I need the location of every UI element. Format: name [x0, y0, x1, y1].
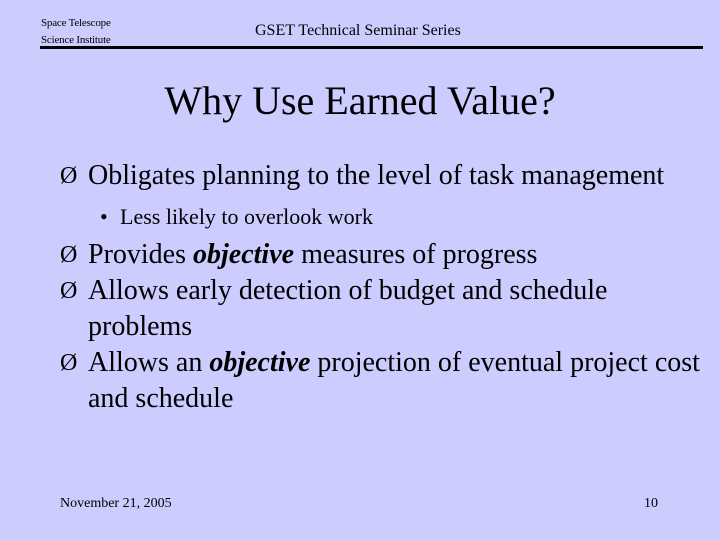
bullet-text: Allows early detection of budget and schedule problems — [88, 275, 608, 342]
arrow-bullet-icon: Ø — [60, 242, 78, 268]
arrow-bullet-icon: Ø — [60, 278, 78, 304]
slide-title: Why Use Earned Value? — [164, 78, 556, 123]
org-line-2: Science Institute — [41, 34, 111, 46]
sub-bullet-text: Less likely to overlook work — [120, 204, 373, 229]
header-divider — [40, 46, 703, 49]
seminar-series-title: GSET Technical Seminar Series — [255, 22, 461, 39]
bullet-text: Provides — [88, 239, 193, 270]
sub-bullet-item — [60, 203, 700, 231]
bullet-text: Obligates planning to the level of task management — [88, 160, 665, 191]
bullet-text: projection of eventual project cost and schedule — [88, 347, 700, 414]
arrow-bullet-icon: Ø — [60, 350, 78, 376]
bullet-text: Allows an — [88, 347, 210, 378]
dot-bullet-icon: • — [100, 204, 108, 229]
bullet-emphasis: objective — [209, 347, 311, 378]
bullet-item — [60, 273, 700, 345]
bullet-item — [60, 345, 700, 417]
bullet-text: measures of progress — [294, 239, 538, 270]
page-number: 10 — [644, 496, 658, 511]
bullet-item — [60, 158, 700, 194]
organization-name — [41, 15, 111, 49]
footer-date: November 21, 2005 — [60, 496, 172, 511]
arrow-bullet-icon: Ø — [60, 163, 78, 189]
bullet-list — [60, 158, 700, 417]
bullet-item — [60, 237, 700, 273]
org-line-1: Space Telescope — [41, 17, 111, 29]
bullet-emphasis: objective — [193, 239, 295, 270]
